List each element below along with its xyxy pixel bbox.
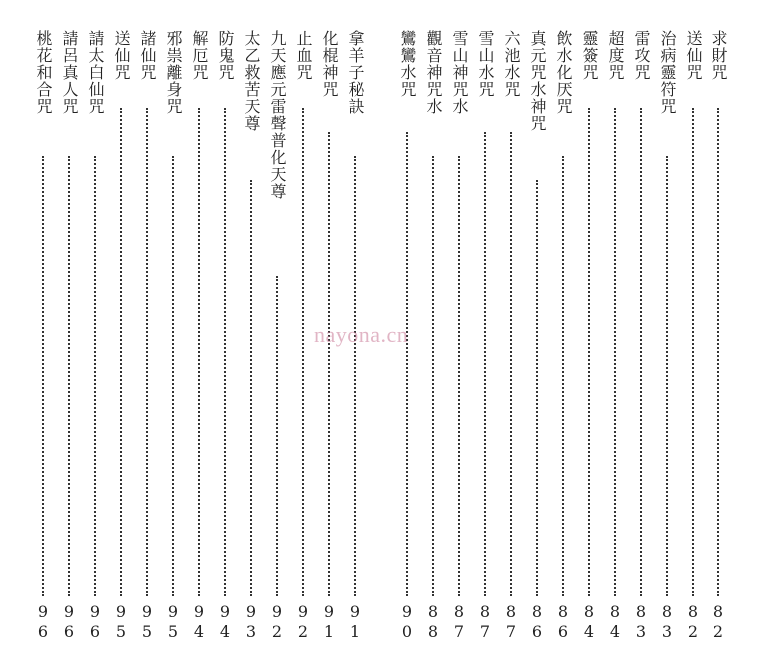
toc-entry [187,30,211,642]
toc-entry [239,30,263,642]
dot-leader [484,132,486,596]
entry-title: 止血咒 [294,30,313,81]
dot-leader [198,108,200,596]
toc-entry [265,30,289,642]
page-number: 9 6 [37,602,49,641]
toc-entry [629,30,653,642]
dot-leader [536,180,538,596]
toc-entry [57,30,81,642]
page-number: 9 5 [167,602,179,641]
dot-leader [717,108,719,596]
entry-title: 鸞鸞水咒 [398,30,417,98]
entry-title: 防鬼咒 [216,30,235,81]
entry-title: 六池水咒 [502,30,521,98]
entry-title: 超度咒 [606,30,625,81]
page-number: 8 7 [479,602,491,641]
entry-title: 雪山水咒 [476,30,495,98]
entry-title: 請呂真人咒 [60,30,79,115]
page-number: 9 4 [219,602,231,641]
page-number: 9 0 [401,602,413,641]
page-number: 8 2 [712,602,724,641]
dot-leader [172,156,174,596]
page-number: 9 1 [323,602,335,641]
dot-leader [146,108,148,596]
dot-leader [510,132,512,596]
toc-entry [161,30,185,642]
dot-leader [94,156,96,596]
page-number: 8 8 [427,602,439,641]
toc-entry [291,30,315,642]
dot-leader [406,132,408,596]
page-number: 9 3 [245,602,257,641]
page-number: 9 2 [297,602,309,641]
entry-title: 九天應元雷聲普化天尊 [268,30,287,200]
entry-title: 送仙咒 [112,30,131,81]
toc-entry [603,30,627,642]
entry-title: 拿羊子秘訣 [346,30,365,115]
toc-entry [135,30,159,642]
page-number: 8 7 [453,602,465,641]
page-number: 8 4 [609,602,621,641]
toc-entry [31,30,55,642]
dot-leader [614,108,616,596]
page-number: 9 1 [349,602,361,641]
entry-title: 真元咒水神咒 [528,30,547,132]
toc-entry [681,30,705,642]
entry-title: 雪山神咒水 [450,30,469,115]
toc-entry [499,30,523,642]
page-number: 8 3 [661,602,673,641]
page-number: 9 5 [141,602,153,641]
dot-leader [588,108,590,596]
entry-title: 諸仙咒 [138,30,157,81]
entry-title: 求財咒 [709,30,728,81]
entry-title: 送仙咒 [684,30,703,81]
dot-leader [250,180,252,596]
toc-entry [706,30,730,642]
toc-entry [213,30,237,642]
entry-title: 治病靈符咒 [658,30,677,115]
dot-leader [302,108,304,596]
dot-leader [692,108,694,596]
page-number: 8 6 [531,602,543,641]
dot-leader [328,132,330,596]
dot-leader [562,156,564,596]
page-number: 9 6 [89,602,101,641]
page-number: 9 5 [115,602,127,641]
toc-entry [421,30,445,642]
entry-title: 邪祟離身咒 [164,30,183,115]
page-number: 8 2 [687,602,699,641]
page-number: 9 2 [271,602,283,641]
entry-title: 解厄咒 [190,30,209,81]
toc-entry [551,30,575,642]
dot-leader [666,156,668,596]
toc-entry [83,30,107,642]
entry-title: 靈簽咒 [580,30,599,81]
page-number: 9 6 [63,602,75,641]
dot-leader [458,156,460,596]
toc-entry [525,30,549,642]
page-number: 8 7 [505,602,517,641]
toc-entry [655,30,679,642]
dot-leader [68,156,70,596]
page-number: 9 4 [193,602,205,641]
entry-title: 請太白仙咒 [86,30,105,115]
toc-entry [577,30,601,642]
entry-title: 雷攻咒 [632,30,651,81]
toc-entry [447,30,471,642]
dot-leader [640,108,642,596]
entry-title: 化棍神咒 [320,30,339,98]
page-number: 8 4 [583,602,595,641]
toc-entry [473,30,497,642]
dot-leader [42,156,44,596]
entry-title: 觀音神咒水 [424,30,443,115]
dot-leader [276,276,278,596]
page-number: 8 3 [635,602,647,641]
watermark: nayona.cn [314,322,409,347]
page-number: 8 6 [557,602,569,641]
entry-title: 桃花和合咒 [34,30,53,115]
toc-entry [109,30,133,642]
dot-leader [432,156,434,596]
entry-title: 飲水化厌咒 [554,30,573,115]
dot-leader [224,108,226,596]
dot-leader [354,156,356,596]
entry-title: 太乙救苦天尊 [242,30,261,132]
dot-leader [120,108,122,596]
